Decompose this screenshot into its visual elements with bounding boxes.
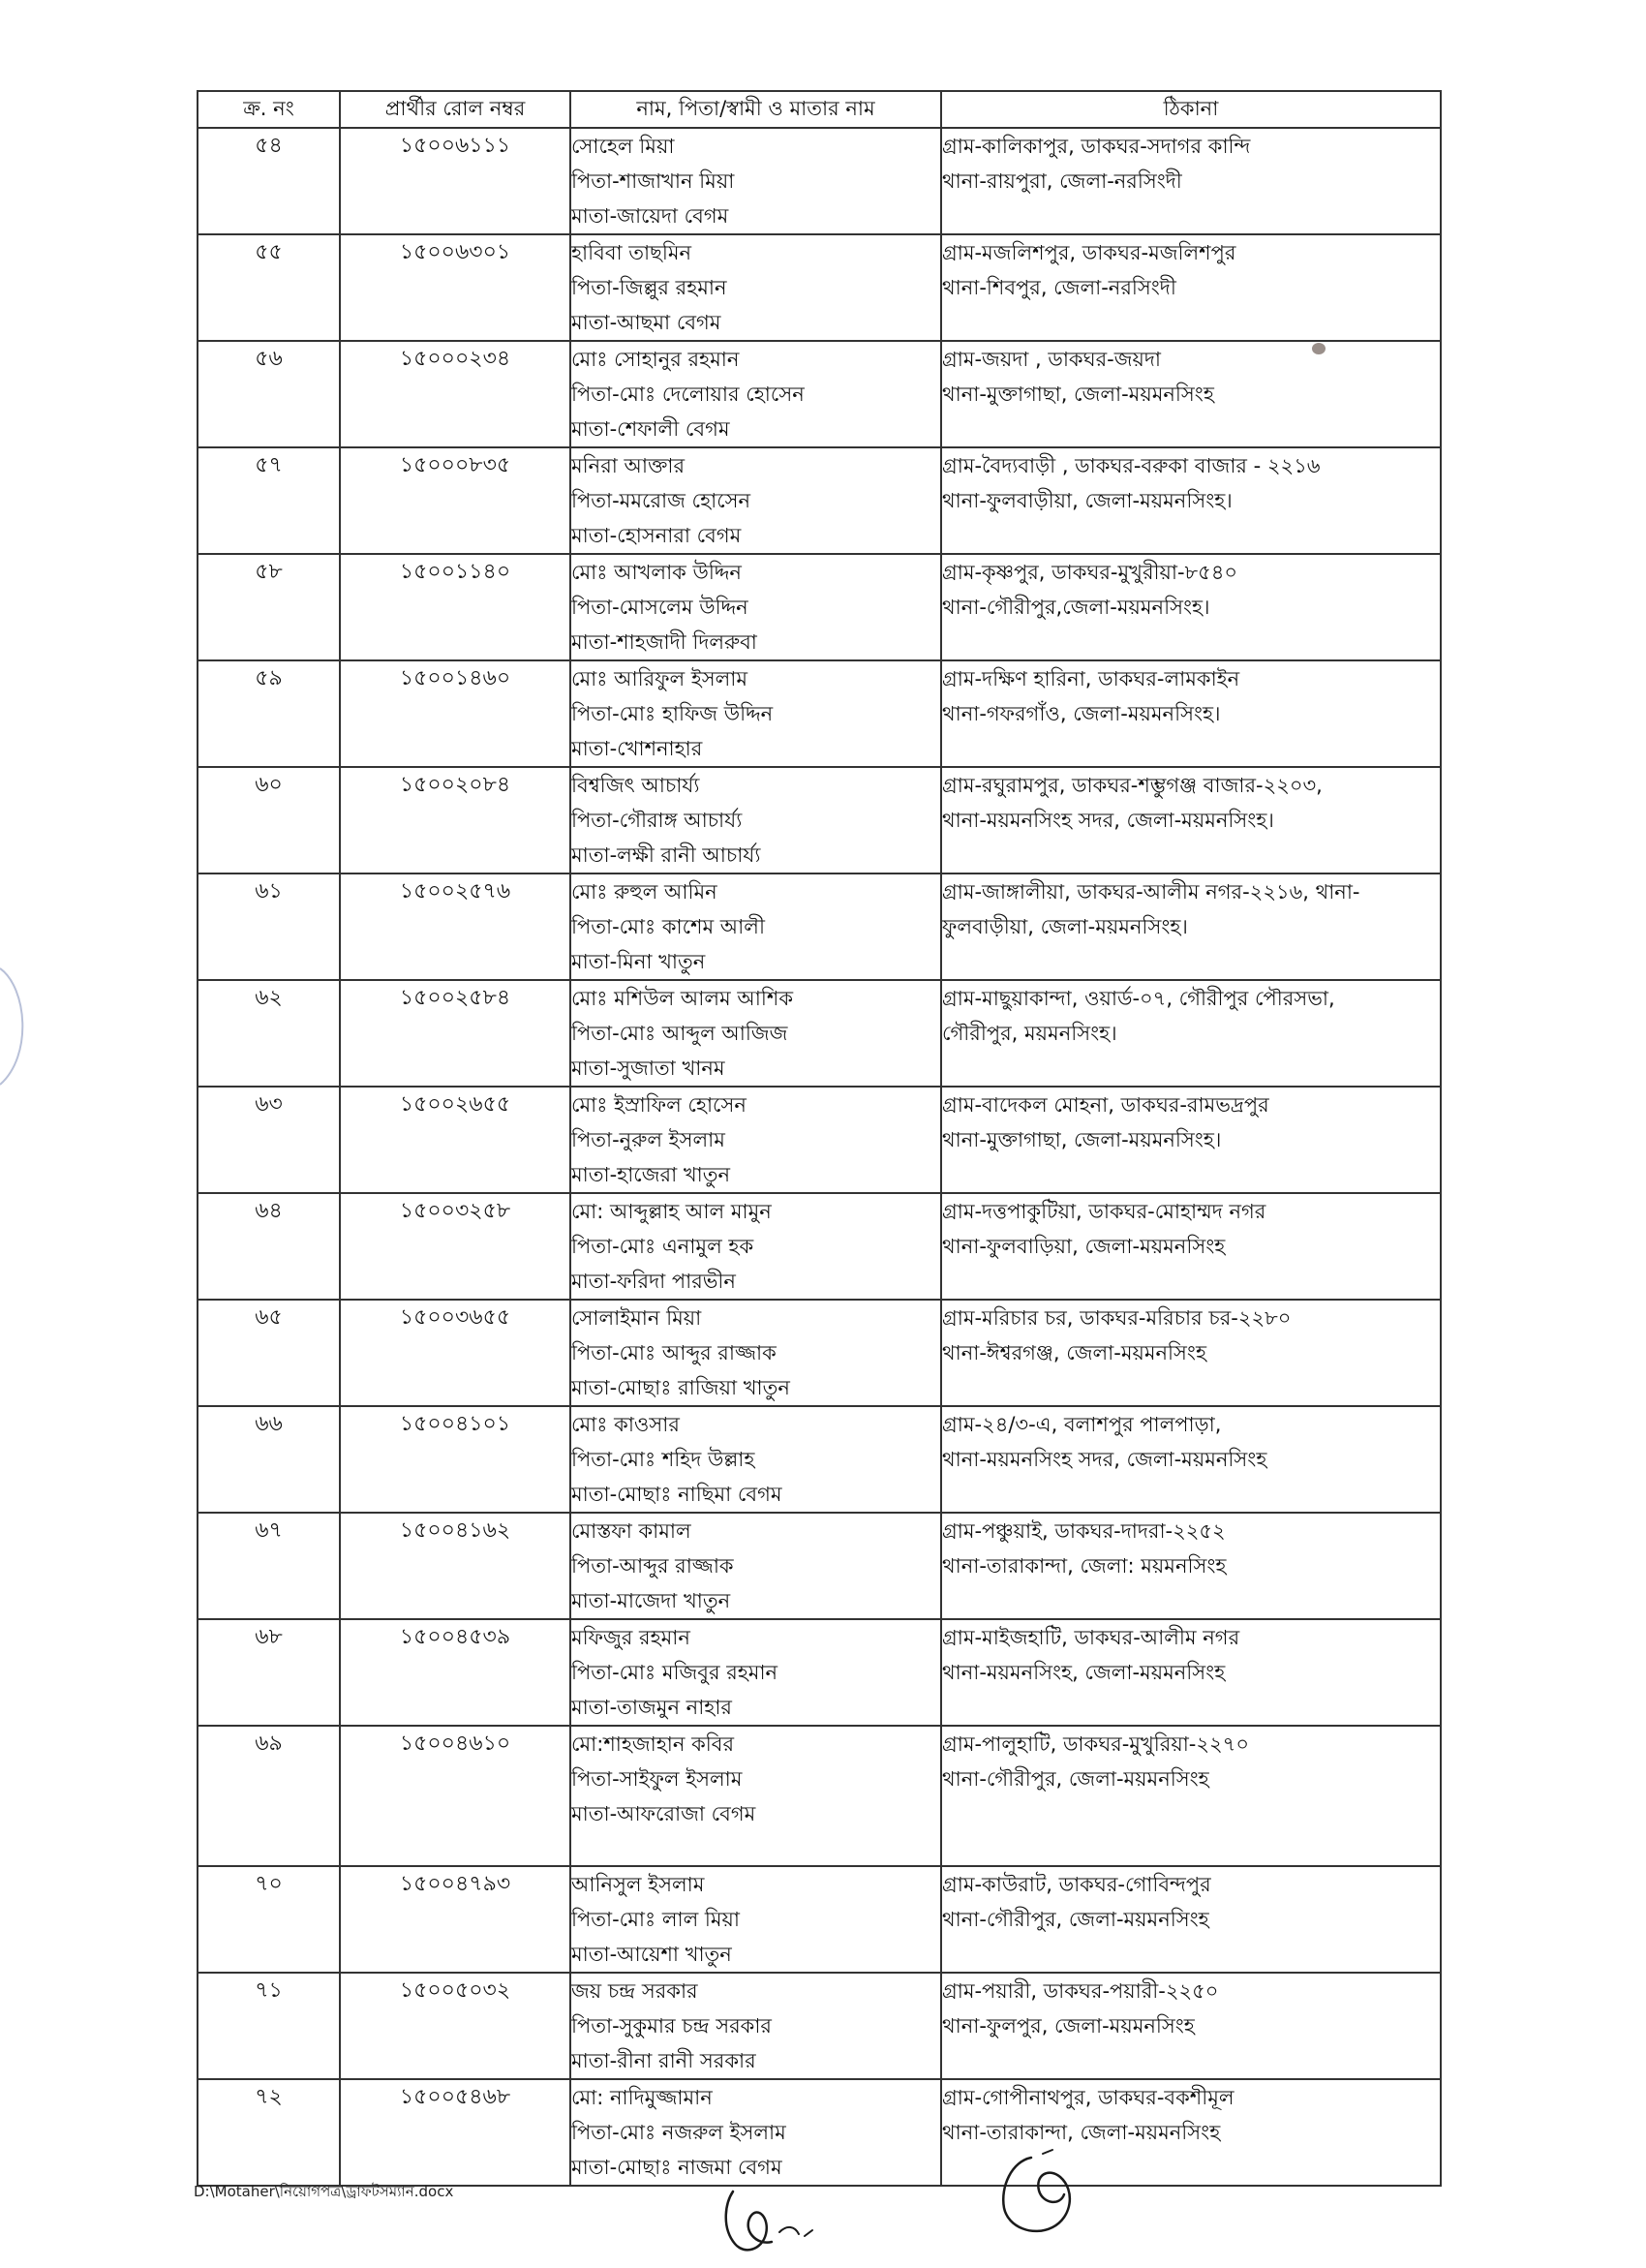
names-cell: [570, 1406, 941, 1513]
candidate-name: সোলাইমান মিয়া: [571, 1306, 702, 1330]
address-cell: [941, 1406, 1441, 1513]
table-header-row: [198, 91, 1441, 128]
mother-name: মাতা-তাজমুন নাহার: [571, 1696, 732, 1719]
candidate-name: মো:শাহজাহান কবির: [571, 1732, 735, 1756]
names-cell: [570, 660, 941, 767]
address-line: গ্রাম-পালুহাটি, ডাকঘর-মুখুরিয়া-২২৭০: [942, 1732, 1249, 1756]
father-name: পিতা-সাইফুল ইসলাম: [571, 1767, 743, 1791]
candidate-name: মোঃ ইস্রাফিল হোসেন: [571, 1093, 747, 1117]
candidate-table: [197, 90, 1442, 2187]
table-row: [198, 660, 1441, 767]
father-name: পিতা-মোঃ লাল মিয়া: [571, 1908, 741, 1931]
address-cell: [941, 554, 1441, 660]
serial-cell: ৫৯: [198, 660, 340, 767]
serial-cell: ৬১: [198, 873, 340, 980]
serial-cell: ৬৪: [198, 1193, 340, 1300]
header-roll: প্রার্থীর রোল নম্বর: [340, 91, 570, 128]
serial-cell: ৬৫: [198, 1300, 340, 1406]
address-line: গ্রাম-গোপীনাথপুর, ডাকঘর-বকশীমূল: [942, 2086, 1234, 2109]
candidate-name: মোঃ রুহুল আমিন: [571, 880, 717, 904]
names-cell: [570, 341, 941, 447]
address-cell: [941, 1726, 1441, 1866]
names-cell: [570, 980, 941, 1087]
address-line: গ্রাম-কালিকাপুর, ডাকঘর-সদাগর কান্দি: [942, 135, 1251, 158]
address-line: থানা-মুক্তাগাছা, জেলা-ময়মনসিংহ।: [942, 1128, 1222, 1151]
table-row: [198, 447, 1441, 554]
table-row: [198, 1726, 1441, 1866]
roll-number-cell: ১৫০০৬৩০১: [340, 234, 570, 341]
roll-number-cell: ১৫০০৪১০১: [340, 1406, 570, 1513]
roll-number-cell: ১৫০০১৪৬০: [340, 660, 570, 767]
father-name: পিতা-মোসলেম উদ্দিন: [571, 596, 748, 619]
table-row: [198, 767, 1441, 873]
address-cell: [941, 1866, 1441, 1973]
candidate-name: আনিসুল ইসলাম: [571, 1873, 705, 1896]
father-name: পিতা-মোঃ শহিদ উল্লাহ: [571, 1448, 755, 1471]
candidate-name: মোঃ কাওসার: [571, 1413, 680, 1436]
candidate-name: মো: নাদিমুজ্জামান: [571, 2086, 713, 2109]
serial-cell: ৬৬: [198, 1406, 340, 1513]
serial-cell: ৭১: [198, 1973, 340, 2079]
address-line: থানা-গফরগাঁও, জেলা-ময়মনসিংহ।: [942, 702, 1221, 725]
serial-cell: ৬৩: [198, 1087, 340, 1193]
table-row: [198, 980, 1441, 1087]
serial-cell: ৬২: [198, 980, 340, 1087]
address-line: ফুলবাড়ীয়া, জেলা-ময়মনসিংহ।: [942, 915, 1188, 938]
address-cell: [941, 128, 1441, 234]
father-name: পিতা-মোঃ মজিবুর রহমান: [571, 1661, 778, 1684]
address-line: থানা-গৌরীপুর, জেলা-ময়মনসিংহ: [942, 1767, 1209, 1791]
address-line: গ্রাম-দত্তপাকুটিয়া, ডাকঘর-মোহাম্মদ নগর: [942, 1200, 1266, 1223]
address-cell: [941, 767, 1441, 873]
serial-cell: ৬৯: [198, 1726, 340, 1866]
address-line: গ্রাম-কাউরাট, ডাকঘর-গোবিন্দপুর: [942, 1873, 1211, 1896]
address-cell: [941, 1619, 1441, 1726]
address-line: গ্রাম-মাইজহাটি, ডাকঘর-আলীম নগর: [942, 1626, 1240, 1649]
serial-cell: ৫৮: [198, 554, 340, 660]
mother-name: মাতা-মোছাঃ নাজমা বেগম: [571, 2156, 782, 2179]
serial-cell: ৭০: [198, 1866, 340, 1973]
candidate-name: মোঃ সোহানুর রহমান: [571, 348, 740, 371]
table-row: [198, 1193, 1441, 1300]
father-name: পিতা-মমরোজ হোসেন: [571, 489, 751, 512]
address-line: গ্রাম-পঞ্চুয়াই, ডাকঘর-দাদরা-২২৫২: [942, 1519, 1226, 1543]
roll-number-cell: ১৫০০২৫৮৪: [340, 980, 570, 1087]
mother-name: মাতা-ফরিদা পারভীন: [571, 1270, 736, 1293]
address-line: গ্রাম-রঘুরামপুর, ডাকঘর-শম্ভুগঞ্জ বাজার-২২০৩,: [942, 774, 1323, 797]
mother-name: মাতা-শাহজাদী দিলরুবা: [571, 630, 757, 654]
roll-number-cell: ১৫০০২৬৫৫: [340, 1087, 570, 1193]
mother-name: মাতা-রীনা রানী সরকার: [571, 2049, 756, 2072]
serial-cell: ৫৬: [198, 341, 340, 447]
names-cell: [570, 1866, 941, 1973]
names-cell: [570, 2079, 941, 2186]
table-row: [198, 1087, 1441, 1193]
table-row: [198, 341, 1441, 447]
table-row: [198, 1866, 1441, 1973]
names-cell: [570, 1619, 941, 1726]
address-line: থানা-তারাকান্দা, জেলা-ময়মনসিংহ: [942, 2121, 1221, 2144]
address-line: গ্রাম-জাঙ্গালীয়া, ডাকঘর-আলীম নগর-২২১৬, থানা-: [942, 880, 1360, 904]
serial-cell: ৫৪: [198, 128, 340, 234]
father-name: পিতা-মোঃ আব্দুল আজিজ: [571, 1022, 788, 1045]
father-name: পিতা-মোঃ এনামুল হক: [571, 1235, 754, 1258]
names-cell: [570, 1726, 941, 1866]
father-name: পিতা-মোঃ কাশেম আলী: [571, 915, 765, 938]
roll-number-cell: ১৫০০২৫৭৬: [340, 873, 570, 980]
address-line: থানা-রায়পুরা, জেলা-নরসিংদী: [942, 169, 1182, 193]
candidate-name: বিশ্বজিৎ আচার্য্য: [571, 774, 700, 797]
candidate-name: মোস্তফা কামাল: [571, 1519, 691, 1543]
address-line: থানা-ফুলবাড়িয়া, জেলা-ময়মনসিংহ: [942, 1235, 1226, 1258]
address-line: থানা-গৌরীপুর, জেলা-ময়মনসিংহ: [942, 1908, 1209, 1931]
candidate-name: মো: আব্দুল্লাহ আল মামুন: [571, 1200, 772, 1223]
names-cell: [570, 1087, 941, 1193]
signature-mark-right: [992, 2148, 1099, 2245]
roll-number-cell: ১৫০০৫৪৬৮: [340, 2079, 570, 2186]
father-name: পিতা-আব্দুর রাজ্জাক: [571, 1554, 734, 1578]
address-line: গৌরীপুর, ময়মনসিংহ।: [942, 1022, 1117, 1045]
roll-number-cell: ১৫০০৪৬১০: [340, 1726, 570, 1866]
mother-name: মাতা-মোছাঃ রাজিয়া খাতুন: [571, 1376, 790, 1399]
serial-cell: ৬০: [198, 767, 340, 873]
address-cell: [941, 660, 1441, 767]
header-names: নাম, পিতা/স্বামী ও মাতার নাম: [570, 91, 941, 128]
address-line: থানা-ময়মনসিংহ সদর, জেলা-ময়মনসিংহ।: [942, 809, 1274, 832]
address-line: গ্রাম-পয়ারী, ডাকঘর-পয়ারী-২২৫০: [942, 1979, 1219, 2003]
mother-name: মাতা-হাজেরা খাতুন: [571, 1163, 731, 1186]
roll-number-cell: ১৫০০০২৩৪: [340, 341, 570, 447]
candidate-name: সোহেল মিয়া: [571, 135, 675, 158]
names-cell: [570, 767, 941, 873]
roll-number-cell: ১৫০০৬১১১: [340, 128, 570, 234]
father-name: পিতা-জিল্লুর রহমান: [571, 276, 727, 299]
table-row: [198, 554, 1441, 660]
address-line: গ্রাম-মজলিশপুর, ডাকঘর-মজলিশপুর: [942, 241, 1236, 264]
mother-name: মাতা-মাজেদা খাতুন: [571, 1589, 731, 1612]
address-cell: [941, 873, 1441, 980]
address-line: গ্রাম-মাছুয়াকান্দা, ওয়ার্ড-০৭, গৌরীপুর পৌরসভা,: [942, 987, 1335, 1010]
mother-name: মাতা-হোসনারা বেগম: [571, 524, 742, 547]
address-line: থানা-শিবপুর, জেলা-নরসিংদী: [942, 276, 1176, 299]
table-body: [198, 128, 1441, 2186]
father-name: পিতা-মোঃ দেলোয়ার হোসেন: [571, 383, 805, 406]
address-line: থানা-গৌরীপুর,জেলা-ময়মনসিংহ।: [942, 596, 1210, 619]
mother-name: মাতা-লক্ষী রানী আচার্য্য: [571, 843, 761, 867]
address-cell: [941, 1087, 1441, 1193]
candidate-name: মোঃ মশিউল আলম আশিক: [571, 987, 794, 1010]
address-line: গ্রাম-মরিচার চর, ডাকঘর-মরিচার চর-২২৮০: [942, 1306, 1292, 1330]
address-cell: [941, 1193, 1441, 1300]
file-path-footer: D:\Motaher\নিয়োগপত্র\ড্রাফটসম্যান.docx: [194, 2183, 454, 2200]
mother-name: মাতা-আয়েশা খাতুন: [571, 1943, 732, 1966]
mother-name: মাতা-মিনা খাতুন: [571, 950, 706, 973]
mother-name: মাতা-শেফালী বেগম: [571, 417, 730, 441]
names-cell: [570, 873, 941, 980]
candidate-name: জয় চন্দ্র সরকার: [571, 1979, 698, 2003]
signature-mark-left: [712, 2174, 838, 2266]
serial-cell: ৭২: [198, 2079, 340, 2186]
table-row: [198, 2079, 1441, 2186]
names-cell: [570, 1513, 941, 1619]
address-cell: [941, 234, 1441, 341]
father-name: পিতা-শাজাখান মিয়া: [571, 169, 735, 193]
address-cell: [941, 1973, 1441, 2079]
mother-name: মাতা-মোছাঃ নাছিমা বেগম: [571, 1483, 782, 1506]
candidate-name: মোঃ আখলাক উদ্দিন: [571, 561, 742, 584]
names-cell: [570, 1193, 941, 1300]
mother-name: মাতা-জায়েদা বেগম: [571, 204, 729, 228]
roll-number-cell: ১৫০০০৮৩৫: [340, 447, 570, 554]
ink-blot-mark: [1307, 339, 1330, 358]
punch-hole-mark: [0, 959, 39, 1094]
father-name: পিতা-মোঃ নজরুল ইসলাম: [571, 2121, 786, 2144]
address-cell: [941, 447, 1441, 554]
father-name: পিতা-মোঃ হাফিজ উদ্দিন: [571, 702, 774, 725]
mother-name: মাতা-সুজাতা খানম: [571, 1057, 725, 1080]
table-row: [198, 128, 1441, 234]
roll-number-cell: ১৫০০৪১৬২: [340, 1513, 570, 1619]
address-cell: [941, 1300, 1441, 1406]
address-line: থানা-ফুলবাড়ীয়া, জেলা-ময়মনসিংহ।: [942, 489, 1233, 512]
names-cell: [570, 1973, 941, 2079]
mother-name: মাতা-আফরোজা বেগম: [571, 1802, 756, 1825]
address-cell: [941, 980, 1441, 1087]
address-line: থানা-ময়মনসিংহ সদর, জেলা-ময়মনসিংহ: [942, 1448, 1267, 1471]
address-line: গ্রাম-বাদেকল মোহনা, ডাকঘর-রামভদ্রপুর: [942, 1093, 1269, 1117]
names-cell: [570, 447, 941, 554]
mother-name: মাতা-খোশনাহার: [571, 737, 703, 760]
names-cell: [570, 234, 941, 341]
names-cell: [570, 1300, 941, 1406]
address-line: থানা-ফুলপুর, জেলা-ময়মনসিংহ: [942, 2014, 1195, 2038]
serial-cell: ৬৮: [198, 1619, 340, 1726]
serial-cell: ৫৫: [198, 234, 340, 341]
candidate-name: মফিজুর রহমান: [571, 1626, 690, 1649]
serial-cell: ৬৭: [198, 1513, 340, 1619]
table-row: [198, 1513, 1441, 1619]
father-name: পিতা-সুকুমার চন্দ্র সরকার: [571, 2014, 772, 2038]
roll-number-cell: ১৫০০২০৮৪: [340, 767, 570, 873]
address-line: গ্রাম-দক্ষিণ হারিনা, ডাকঘর-লামকাইন: [942, 667, 1240, 690]
table-row: [198, 1300, 1441, 1406]
father-name: পিতা-মোঃ আব্দুর রাজ্জাক: [571, 1341, 777, 1364]
names-cell: [570, 554, 941, 660]
names-cell: [570, 128, 941, 234]
roll-number-cell: ১৫০০৩৬৫৫: [340, 1300, 570, 1406]
roll-number-cell: ১৫০০৩২৫৮: [340, 1193, 570, 1300]
table-row: [198, 234, 1441, 341]
address-line: গ্রাম-২৪/৩-এ, বলাশপুর পালপাড়া,: [942, 1413, 1222, 1436]
candidate-name: হাবিবা তাছমিন: [571, 241, 692, 264]
roll-number-cell: ১৫০০৪৫৩৯: [340, 1619, 570, 1726]
address-line: থানা-ময়মনসিংহ, জেলা-ময়মনসিংহ: [942, 1661, 1226, 1684]
father-name: পিতা-নুরুল ইসলাম: [571, 1128, 725, 1151]
table-row: [198, 1973, 1441, 2079]
header-serial: ক্র. নং: [198, 91, 340, 128]
address-line: থানা-মুক্তাগাছা, জেলা-ময়মনসিংহ: [942, 383, 1214, 406]
serial-cell: ৫৭: [198, 447, 340, 554]
father-name: পিতা-গৌরাঙ্গ আচার্য্য: [571, 809, 743, 832]
roll-number-cell: ১৫০০১১৪০: [340, 554, 570, 660]
address-cell: [941, 341, 1441, 447]
mother-name: মাতা-আছমা বেগম: [571, 311, 721, 334]
address-line: গ্রাম-বৈদ্যবাড়ী , ডাকঘর-বরুকা বাজার - ২২১৬: [942, 454, 1321, 477]
candidate-name: মোঃ আরিফুল ইসলাম: [571, 667, 748, 690]
address-line: গ্রাম-কৃষ্ণপুর, ডাকঘর-মুখুরীয়া-৮৫৪০: [942, 561, 1238, 584]
address-line: থানা-তারাকান্দা, জেলা: ময়মনসিংহ: [942, 1554, 1227, 1578]
table-row: [198, 873, 1441, 980]
header-address: ঠিকানা: [941, 91, 1441, 128]
table-row: [198, 1406, 1441, 1513]
address-line: গ্রাম-জয়দা , ডাকঘর-জয়দা: [942, 348, 1161, 371]
roll-number-cell: ১৫০০৫০৩২: [340, 1973, 570, 2079]
address-line: থানা-ঈশ্বরগঞ্জ, জেলা-ময়মনসিংহ: [942, 1341, 1206, 1364]
roll-number-cell: ১৫০০৪৭৯৩: [340, 1866, 570, 1973]
table-row: [198, 1619, 1441, 1726]
address-cell: [941, 1513, 1441, 1619]
candidate-name: মনিরা আক্তার: [571, 454, 686, 477]
